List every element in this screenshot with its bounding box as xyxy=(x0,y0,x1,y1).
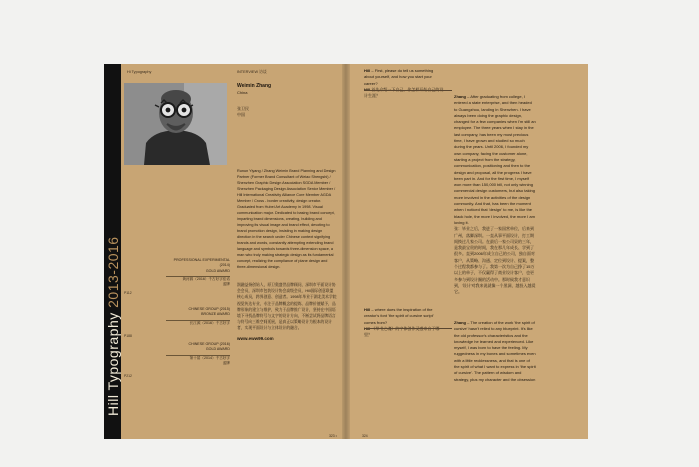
question-2-text-chinese: 《草书之魂》的字体创作灵感来自于哪里？ xyxy=(364,325,440,338)
award-work-note: 蓝牌 xyxy=(222,282,230,287)
question-1 xyxy=(364,68,444,99)
award-page-number: P212 xyxy=(124,374,132,378)
award-name: CHINESE GROUP (2016) xyxy=(188,342,230,346)
award-work: 第十届（2014）千古好字 xyxy=(189,355,230,360)
open-book xyxy=(104,64,588,439)
question-2-label-cn: Hill xyxy=(364,325,371,331)
question-2-label: Hill xyxy=(364,307,371,312)
award-name: CHINESE GROUP (2015) xyxy=(188,307,230,311)
award-work: 黄河源（2016）千古好字佳话 xyxy=(182,276,230,281)
answer-1-text-chinese: 张：毕业之后，我进了一家国营单位，后来到广州，落脚深圳。一直从事平面设计，打工期间换过几家公司。在最后一家公司呆的三年，是我最宝贵的时间，我在那几年成长、学到了很多。直到2006年成立自己的公司，独自面对客户，从策略、沟通、定位到设计、提案，整个过程我都参与了。我第一次为自己挣了15万以上的单子，不仅赢得了商业设计客户，也更多参与到设计圈的活动中。那时候我才意识到，'设计'对我来说就像一个黑洞，越投入越爱它。 xyxy=(454,226,536,295)
award-work-note: 蓝牌 xyxy=(222,360,230,365)
award-entry xyxy=(166,342,230,366)
spine-title-main: Hill Typography xyxy=(105,307,121,416)
award-page-number: P112 xyxy=(124,291,132,295)
spine-title xyxy=(105,236,121,416)
award-entry xyxy=(166,307,230,326)
page-number-right: 324 xyxy=(362,434,368,438)
answer-1-text: – After graduating from college, I entered a state enterprise, and then headed to Guangzhou, landing in Shenzhen. I have always been doing the graphic design, changed for a few companies when I'm still an employee. The three years when I stay in the last company, has been my most precious time, I have grown and studied so much during the years. Until 2006, I founded my own company, facing the customer alone, starting a project from the strategy, communication, positioning and then to the design and proposal, all the progress I have been part in. And for the first time, I myself won more than 150,000 bill, not only winning commercial design customers, but also taking more involved in the activities of the design community. And that, has been the moment when I noticed that 'design' to me, is like the black hole, the more I involved, the more I am loving it. xyxy=(454,94,536,225)
award-level: GOLD AWARD xyxy=(205,347,230,352)
award-level: GOLD AWARD xyxy=(205,268,230,273)
question-1-label-cn: Hill xyxy=(364,86,371,92)
answer-2 xyxy=(454,320,536,383)
designer-name-chinese: 张卫民 xyxy=(237,106,249,111)
designer-website: www.eww99.com xyxy=(237,336,274,341)
question-1-label: Hill xyxy=(364,68,371,73)
designer-portrait-photo xyxy=(124,83,227,165)
answer-2-text: – The creation of the work 'the spirit of cursive' hasn't relied to any blueprint. It's like the old professor's characteristics and the knowledge he learned and experienced. Like myself, I was born to have the feeling. My ruggedness in my bones and sometimes even with a little recklessness, and that is one of the spirit of what I want to express in 'the spirit of cursive'. The pattern of wisdom and strategy, plus my character and the obsession xyxy=(454,320,536,382)
portrait-illustration xyxy=(124,83,227,165)
designer-country-chinese: 中国 xyxy=(237,112,245,117)
question-divider xyxy=(364,90,452,91)
answer-1 xyxy=(454,94,536,296)
question-1-text-chinese: 首先介绍一下自己，你怎样开始自己的设计生涯？ xyxy=(364,86,444,99)
question-1-text: – First, please do tell us something about yourself, and how you start your career? xyxy=(364,68,434,86)
spine-title-year: 2013-2016 xyxy=(105,236,121,308)
answer-1-label: Zhang xyxy=(454,94,466,99)
designer-bio-english: Runun Yiyang / Zhang Weimin Brand Planning and Design Partner (Former Brand Consultant of Weiao Shengshi) / Shenzhen Graphic Design Association SGDA Member / Shenzhen Packaging Design Association Senior Member / Hill International Creativity Alliance Core Member AGDA Member / Cross - border creativity, design creator. Graduated from Hubei Art Academy in 1998. Visual communication major. Dedicated to basing brand concept, imparting brand dimensions, creating, building and improving its visual image and brand effect, devoting to brand promotion design, insisting in making design direction in the search under Chinese context signifying brands and words, constantly attempting extending brand language and symbols towards three-dimension space, a man who truly making strategic design as its fundamental concept, realizing the compliance of plane design and three-dimensional design. xyxy=(237,169,336,269)
book-spine-shadow xyxy=(342,64,350,439)
award-level: BRONZE AWARD xyxy=(201,312,230,317)
designer-name: Weimin Zhang xyxy=(237,83,272,89)
award-entry xyxy=(166,258,230,287)
award-page-number: P188 xyxy=(124,334,132,338)
page-number-left: 323 • xyxy=(329,434,337,438)
answer-2-label: Zhang xyxy=(454,320,466,325)
question-2-text: – where does the inspiration of the creator's font 'the spirit of cursive script' comes from? xyxy=(364,307,434,325)
running-header-left: Hi Typography xyxy=(127,70,152,74)
question-2 xyxy=(364,307,444,338)
award-work: 长江源（2016）千古好字 xyxy=(189,320,230,325)
designer-bio-chinese: 润融益扬创始人，原卫奥盛世品牌顾问，深圳市平面设计协会会员，深圳市包装设计协会高级会员，Hill国际创意联盟核心成员，跨界创意、创造者。1998年毕业于湖北美术学院视觉传达专业，专注于品牌概念的提炼、品牌价值赋予，品牌形象的建立与维护，致力于品牌推广设计，坚持在中国语境下寻找品牌符号与文字的设计方向，不断尝试将品牌语言与符号向三维空间延展，是真正以策略设计为根本的设计者，实现平面设计与立体设计的融合。 xyxy=(237,283,337,331)
designer-country: China xyxy=(237,90,248,95)
left-page xyxy=(104,64,346,439)
award-name: PROFESSIONAL EXPERIMENTAL (2014) xyxy=(173,258,230,268)
running-header-middle: INTERVIEW 访谈 xyxy=(237,70,267,74)
